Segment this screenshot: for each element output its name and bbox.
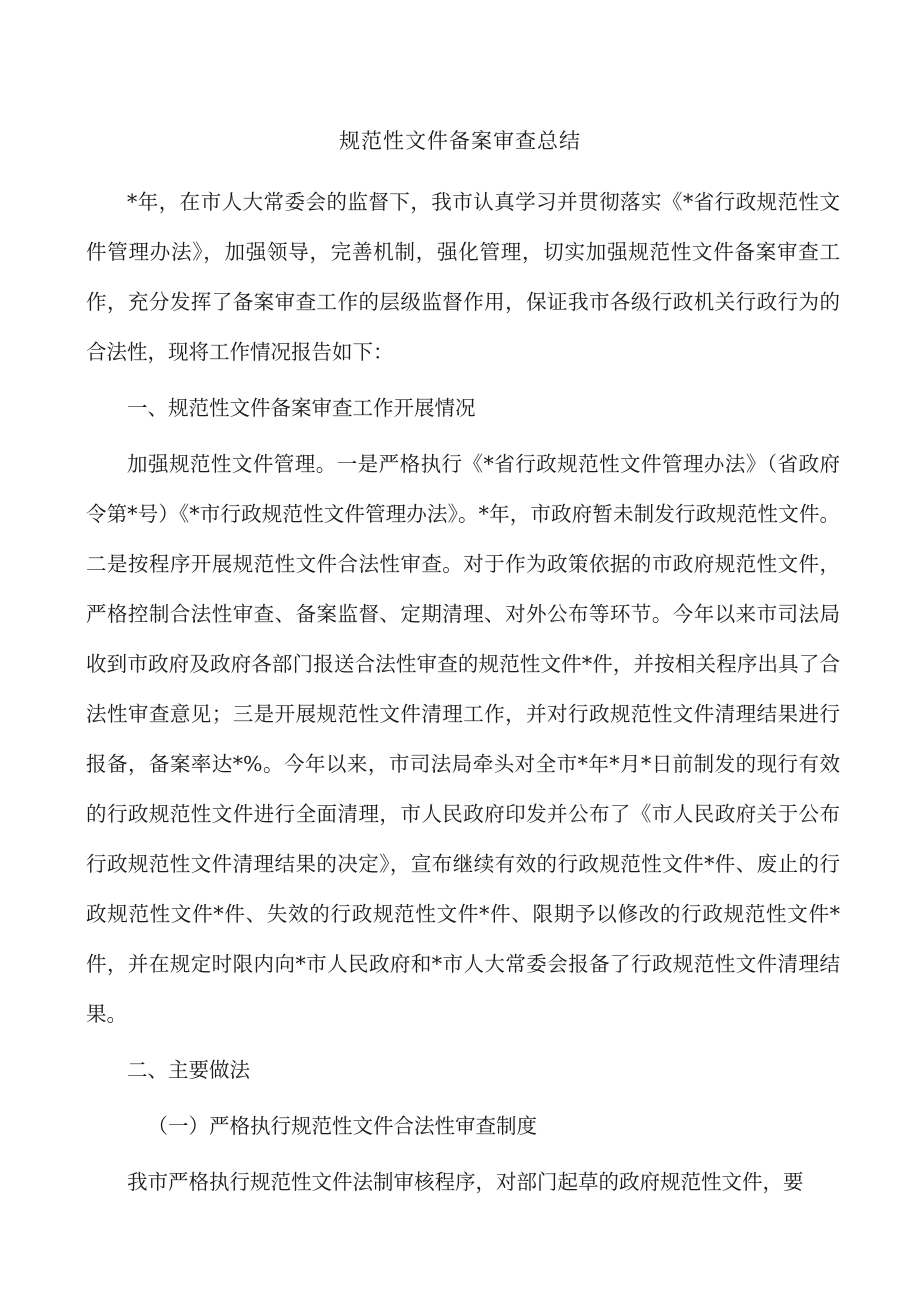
document-body (86, 177, 840, 1207)
section-heading-1: 一、规范性文件备案审查工作开展情况 (127, 396, 476, 420)
subsection-heading-1: （一）严格执行规范性文件合法性审查制度 (147, 1114, 537, 1138)
intro-paragraph: *年，在市人大常委会的监督下，我市认真学习并贯彻落实《*省行政规范性文件管理办法》，加强领导，完善机制，强化管理，切实加强规范性文件备案审查工作，充分发挥了备案审查工作的层级监督作用，保证我市各级行政机关行政行为的合法性，现将工作情况报告如下： (86, 190, 840, 364)
section-1-paragraph: 加强规范性文件管理。一是严格执行《*省行政规范性文件管理办法》（省政府令第*号）《*市行政规范性文件管理办法》。*年，市政府暂未制发行政规范性文件。二是按程序开展规范性文件合法性审查。对于作为政策依据的市政府规范性文件，严格控制合法性审查、备案监督、定期清理、对外公布等环节。今年以来市司法局收到市政府及政府各部门报送合法性审查的规范性文件*件，并按相关程序出具了合法性审查意见；三是开展规范性文件清理工作，并对行政规范性文件清理结果进行报备，备案率达*%。今年以来，市司法局牵头对全市*年*月*日前制发的现行有效的行政规范性文件进行全面清理，市人民政府印发并公布了《市人民政府关于公布行政规范性文件清理结果的决定》，宣布继续有效的行政规范性文件*件、废止的行政规范性文件*件、失效的行政规范性文件*件、限期予以修改的行政规范性文件*件，并在规定时限内向*市人民政府和*市人大常委会报备了行政规范性文件清理结果。 (86, 452, 840, 1026)
subsection-1-paragraph: 我市严格执行规范性文件法制审核程序，对部门起草的政府规范性文件，要 (127, 1170, 804, 1194)
document-title: 规范性文件备案审查总结 (339, 129, 581, 153)
section-heading-2: 二、主要做法 (127, 1058, 250, 1082)
